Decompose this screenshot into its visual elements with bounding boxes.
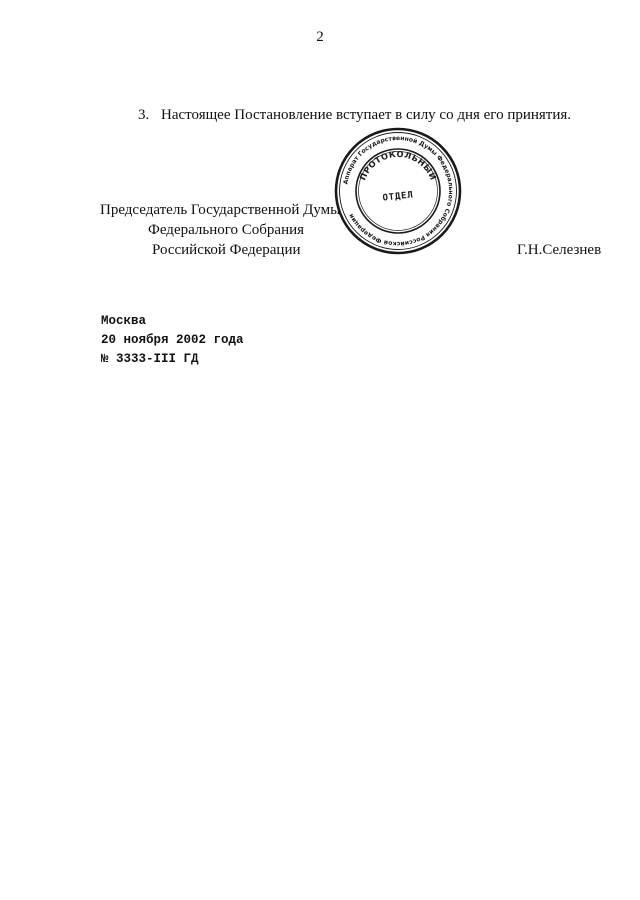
official-seal-stamp bbox=[333, 126, 463, 256]
place-city: Москва bbox=[101, 314, 147, 328]
seal-inner-text-top: ПРОТОКОЛЬНЫЙ bbox=[357, 148, 439, 182]
page-number: 2 bbox=[316, 29, 324, 45]
seal-inner-text-center: ОТДЕЛ bbox=[382, 190, 415, 204]
seal-outer-text: Аппарат Государственной Думы Федерального Собрания Российской Федерации bbox=[342, 134, 455, 248]
document-date: 20 ноября 2002 года bbox=[101, 333, 244, 347]
signatory-title-line-3: Российской Федерации bbox=[152, 242, 301, 258]
signatory-title-line-2: Федерального Собрания bbox=[148, 222, 305, 238]
signatory-title-line-1: Председатель Государственной Думы bbox=[100, 202, 341, 218]
clause-text: Настоящее Постановление вступает в силу со дня его принятия. bbox=[161, 107, 572, 123]
clause-number: 3. bbox=[138, 107, 150, 123]
document-number: № 3333-III ГД bbox=[101, 352, 199, 366]
signatory-name: Г.Н.Селезнев bbox=[517, 242, 602, 258]
clause-3 bbox=[138, 106, 571, 124]
